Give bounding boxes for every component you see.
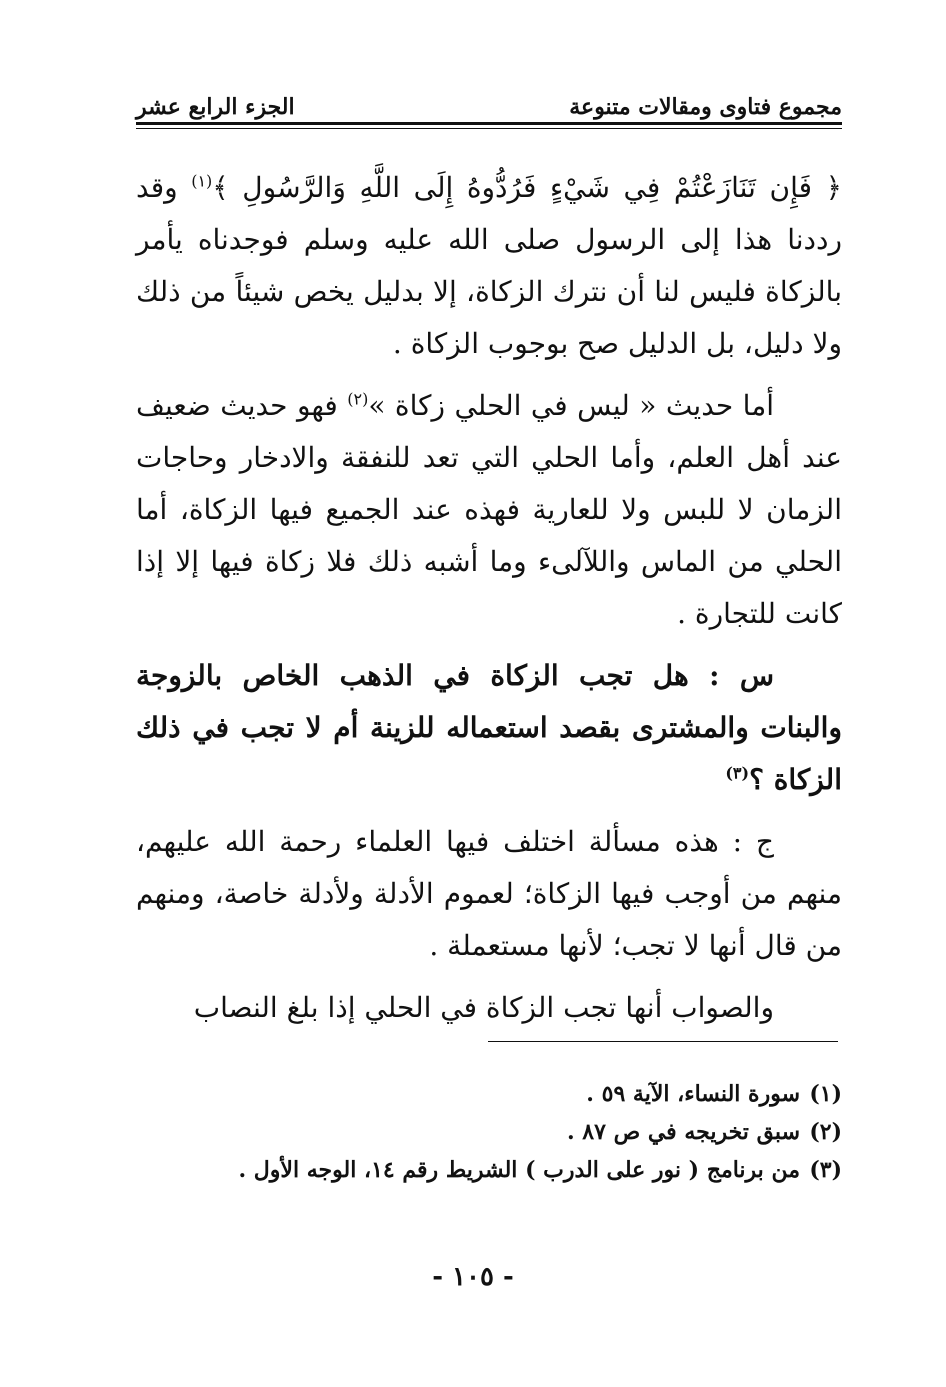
- paragraph-text: والصواب أنها تجب الزكاة في الحلي إذا بلغ النصاب: [193, 991, 774, 1024]
- book-title: مجموع فتاوى ومقالات متنوعة: [569, 94, 842, 120]
- footnote-number: (٢): [809, 1119, 842, 1145]
- footnote-ref-3: (٣): [725, 763, 750, 783]
- question-paragraph: [136, 650, 842, 806]
- answer-text: ج : هذه مسألة اختلف فيها العلماء رحمة الله عليهم، منهم من أوجب فيها الزكاة؛ لعموم الأدلة ولأدلة خاصة، ومنهم من قال أنها لا تجب؛ لأنها مستعملة .: [136, 825, 842, 962]
- main-text: [136, 162, 842, 1044]
- footnote-item: [136, 1151, 842, 1189]
- paragraph-text: وقد رددنا هذا إلى الرسول صلى الله عليه وسلم فوجدناه يأمر بالزكاة فليس لنا أن نترك الزكاة، إلا بدليل يخص شيئاً من ذلك ولا دليل، بل الدليل صح بوجوب الزكاة .: [136, 171, 842, 360]
- paragraph-last: [136, 982, 842, 1034]
- footnote-number: (١): [809, 1081, 842, 1107]
- footnote-number: (٣): [809, 1157, 842, 1183]
- footnote-separator: [488, 1041, 838, 1042]
- page-number: - ١٠٥ -: [432, 1262, 514, 1292]
- paragraph-verse: [136, 162, 842, 370]
- footnotes: [136, 1075, 842, 1189]
- footnote-text: سبق تخريجه في ص ٨٧ .: [566, 1119, 800, 1145]
- header-rule-thick: [136, 122, 842, 125]
- footnote-text: من برنامج ( نور على الدرب ) الشريط رقم ١٤، الوجه الأول .: [238, 1157, 800, 1183]
- footnote-ref-2: (٢): [347, 389, 369, 409]
- paragraph-text: فهو حديث ضعيف عند أهل العلم، وأما الحلي التي تعد للنفقة والادخار وحاجات الزمان لا للبس ولا للعارية فهذه عند الجميع فيها الزكاة، أما الحلي من الماس واللآلىء وما أشبه ذلك فلا زكاة فيها إلا إذا كانت للتجارة .: [136, 389, 842, 630]
- paragraph-hadith: [136, 380, 842, 640]
- footnote-text: سورة النساء، الآية ٥٩ .: [586, 1081, 800, 1107]
- footnote-item: [136, 1113, 842, 1151]
- volume-label: الجزء الرابع عشر: [136, 94, 295, 120]
- footnote-ref-1: (١): [191, 171, 213, 191]
- answer-paragraph: [136, 816, 842, 972]
- paragraph-text: أما حديث « ليس في الحلي زكاة »: [368, 389, 774, 422]
- question-text: س : هل تجب الزكاة في الذهب الخاص بالزوجة والبنات والمشترى بقصد استعماله للزينة أم لا تجب في ذلك الزكاة ؟: [136, 659, 842, 796]
- quran-verse: ﴿ فَإِن تَنَازَعْتُمْ فِي شَيْءٍ فَرُدُّوهُ إِلَى اللَّهِ وَالرَّسُولِ ﴾: [212, 171, 842, 204]
- footnote-item: [136, 1075, 842, 1113]
- running-header: [136, 84, 842, 120]
- header-rule-thin: [136, 128, 842, 129]
